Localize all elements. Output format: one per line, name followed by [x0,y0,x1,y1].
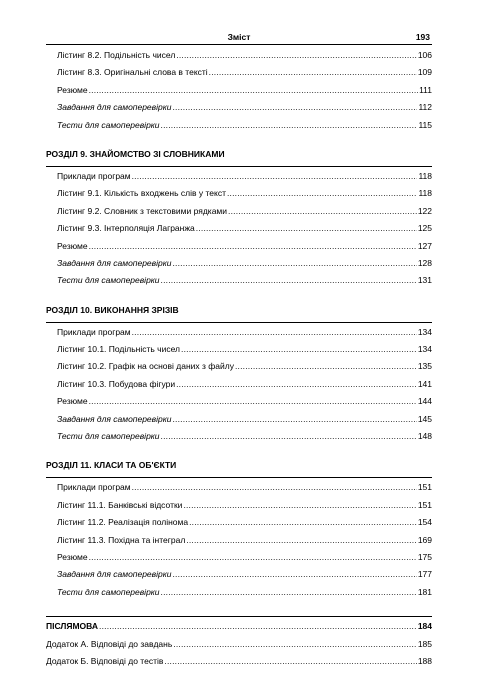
toc-entry[interactable] [57,379,432,396]
toc-entry-page: 111 [419,84,432,95]
section-11 [46,460,432,604]
toc-entry[interactable] [57,517,432,534]
toc-entry[interactable] [57,535,432,552]
toc-entry-page: 154 [417,517,432,528]
toc-entry-label: Резюме [57,551,88,562]
toc-leader [228,206,417,217]
toc-leader [209,67,417,78]
section-10 [46,305,432,449]
toc-entry-page: 144 [417,396,432,407]
toc-entry-appendix-b[interactable] [46,656,432,673]
toc-entry-label: ПІСЛЯМОВА [46,621,99,632]
toc-entry[interactable] [57,188,432,205]
toc-leader [89,396,417,407]
toc-leader [172,414,416,425]
header-rule [46,44,432,45]
section-title[interactable]: РОЗДІЛ 9. ЗНАЙОМСТВО ЗІ СЛОВНИКАМИ [46,148,225,159]
toc-entry-page: 122 [417,205,432,216]
toc-entry-label: Завдання для самоперевірки [57,102,172,113]
toc-entry-page: 115 [418,119,432,130]
toc-entry-label: Тести для самоперевірки [57,275,160,286]
toc-leader [89,85,418,96]
toc-leader [183,500,416,511]
toc-entry[interactable] [57,482,432,499]
toc-leader [176,379,417,390]
running-header-title: Зміст [227,32,251,42]
toc-entry[interactable] [57,120,432,137]
toc-entry-label: Завдання для самоперевірки [57,569,172,580]
toc-entry-page: 109 [417,67,432,78]
toc-entry-label: Додаток А. Відповіді до завдань [46,638,173,649]
toc-entry-page: 128 [417,257,432,268]
toc-leader [227,188,417,199]
toc-entry-page: 135 [417,361,432,372]
toc-entry[interactable] [57,552,432,569]
toc-entry-label: Резюме [57,240,88,251]
toc-entry[interactable] [57,414,432,431]
section-title[interactable]: РОЗДІЛ 10. ВИКОНАННЯ ЗРІЗІВ [46,304,179,315]
section-9 [46,149,432,293]
toc-entry-label: Лістинг 10.2. Графік на основі даних з файлу [57,361,234,372]
toc-entry-label: Приклади програм [57,326,131,337]
toc-entry-label: Лістинг 9.3. Інтерполяція Лагранжа [57,223,195,234]
top-entries [46,50,432,137]
toc-entry-page: 106 [417,50,432,60]
toc-entry-label: Лістинг 11.2. Реалізація полінома [57,517,189,528]
toc-entry[interactable] [57,258,432,275]
toc-entry-label: Додаток Б. Відповіді до тестів [46,655,164,666]
section-gap [46,137,432,149]
toc-entry-page: 141 [417,378,432,389]
toc-entry-page: 118 [418,188,432,199]
toc-entry[interactable] [57,569,432,586]
toc-entry[interactable] [57,50,432,67]
section-rule [46,477,432,478]
toc-entry[interactable] [57,344,432,361]
toc-leader [235,361,417,372]
toc-entry-page: 181 [417,586,432,597]
section-gap [46,293,432,305]
toc-entry[interactable] [57,102,432,119]
toc-leader [196,223,417,234]
toc-entry-label: Тести для самоперевірки [57,586,160,597]
toc-entry-label: Тести для самоперевірки [57,431,160,442]
toc-leader [164,656,416,667]
toc-entry-label: Лістинг 11.3. Похідна та інтеграл [57,534,186,545]
toc-leader [172,258,416,269]
toc-entry[interactable] [57,223,432,240]
toc-entry-page: 127 [417,240,432,251]
toc-leader [176,50,417,61]
toc-leader [189,517,417,528]
toc-entry[interactable] [57,241,432,258]
back-matter [46,616,432,673]
toc-entry-page: 184 [417,621,432,632]
toc-entry-page: 148 [417,431,432,442]
toc-entry-label: Лістинг 10.3. Побудова фігури [57,378,176,389]
toc-leader [161,587,417,598]
toc-entry-label: Приклади програм [57,170,131,181]
toc-entry[interactable] [57,361,432,378]
toc-leader [132,482,417,493]
toc-leader [161,120,418,131]
toc-leader [172,569,416,580]
section-gap [46,448,432,460]
section-gap [46,604,432,616]
toc-entry[interactable] [57,396,432,413]
toc-entry-label: Завдання для самоперевірки [57,257,172,268]
toc-leader [172,102,417,113]
toc-leader [181,344,417,355]
toc-entry-label: Резюме [57,84,88,95]
toc-entry-page: 177 [417,569,432,580]
toc-leader [89,552,417,563]
toc-entry-label: Резюме [57,396,88,407]
toc-entry-label: Лістинг 8.2. Подільність чисел [57,50,176,60]
toc-entry[interactable] [57,500,432,517]
toc-entry-page: 118 [418,170,432,181]
toc-entry-page: 134 [417,326,432,337]
running-header [46,28,432,44]
toc-entry-page: 188 [417,655,432,666]
toc-entry[interactable] [57,171,432,188]
toc-entry-label: Лістинг 10.1. Подільність чисел [57,344,181,355]
toc-entry-page: 175 [417,551,432,562]
toc-entry-page: 112 [418,102,432,113]
table-of-contents [46,50,432,673]
section-rule [46,166,432,167]
toc-entry-page: 125 [417,223,432,234]
toc-entry[interactable] [57,275,432,292]
toc-leader [89,241,417,252]
section-rule [46,616,432,617]
toc-entry-afterword[interactable] [46,621,432,638]
toc-leader [161,431,417,442]
toc-entry-page: 169 [417,534,432,545]
toc-entry[interactable] [57,431,432,448]
toc-entry-label: Завдання для самоперевірки [57,413,172,424]
toc-entry-label: Лістинг 9.1. Кількість входжень слів у текст [57,188,226,199]
toc-entry-label: Лістинг 11.1. Банківські відсотки [57,499,183,510]
toc-leader [132,327,417,338]
toc-entry-label: Тести для самоперевірки [57,119,160,130]
toc-entry-label: Лістинг 9.2. Словник з текстовими рядками [57,205,228,216]
toc-entry-label: Приклади програм [57,482,131,493]
toc-leader [186,535,417,546]
toc-entry-appendix-a[interactable] [46,639,432,656]
section-rule [46,322,432,323]
toc-entry-page: 145 [417,413,432,424]
toc-entry-page: 151 [417,482,432,493]
toc-leader [161,275,417,286]
toc-entry[interactable] [57,327,432,344]
toc-entry-page: 185 [417,638,432,649]
page-number: 193 [415,32,430,42]
toc-entry[interactable] [57,206,432,223]
toc-entry[interactable] [57,67,432,84]
toc-entry[interactable] [57,85,432,102]
toc-leader [132,171,418,182]
toc-entry-page: 134 [417,344,432,355]
toc-leader [99,621,417,632]
toc-leader [173,639,417,650]
section-title[interactable]: РОЗДІЛ 11. КЛАСИ ТА ОБ'ЄКТИ [46,460,177,471]
toc-entry-label: Лістинг 8.3. Оригінальні слова в тексті [57,67,208,78]
toc-entry[interactable] [57,587,432,604]
toc-entry-page: 151 [417,499,432,510]
toc-entry-page: 131 [417,275,432,286]
